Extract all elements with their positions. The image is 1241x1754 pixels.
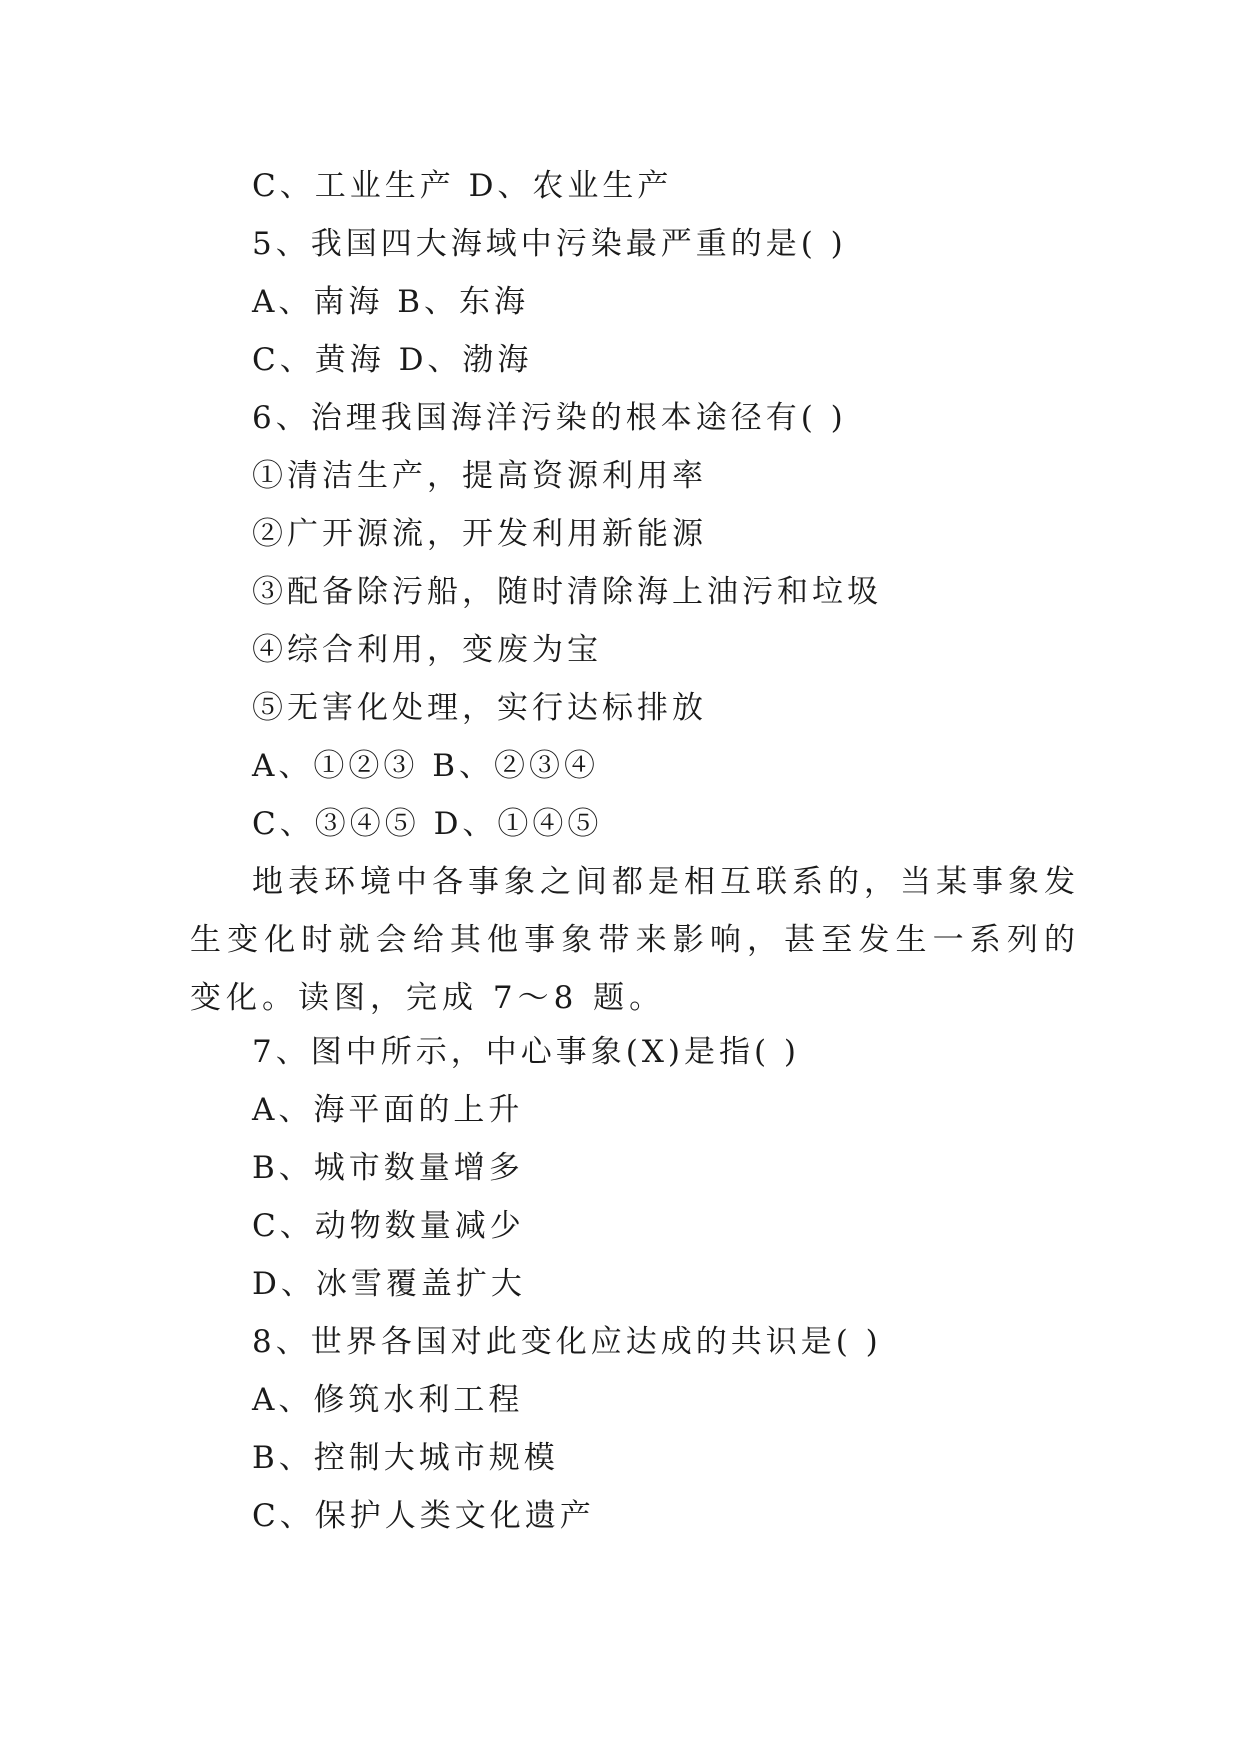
q7-option-a: A、海平面的上升 [252, 1092, 524, 1128]
q8-option-c: C、保护人类文化遗产 [252, 1498, 595, 1534]
q7-option-d: D、冰雪覆盖扩大 [252, 1266, 526, 1302]
q7-option-c: C、动物数量减少 [252, 1208, 525, 1244]
question-7: 7、图中所示，中心事象(X)是指( ) [252, 1034, 801, 1070]
q4-options-cd: C、工业生产 D、农业生产 [252, 168, 673, 204]
question-6: 6、治理我国海洋污染的根本途径有( ) [252, 400, 847, 436]
q6-statement-3: ③配备除污船，随时清除海上油污和垃圾 [252, 574, 882, 610]
question-8: 8、世界各国对此变化应达成的共识是( ) [252, 1324, 882, 1360]
question-5: 5、我国四大海域中污染最严重的是( ) [252, 226, 847, 262]
q7-option-b: B、城市数量增多 [252, 1150, 524, 1186]
q6-options-cd: C、③④⑤ D、①④⑤ [252, 806, 603, 842]
q6-statement-4: ④综合利用，变废为宝 [252, 632, 602, 668]
context-paragraph: 地表环境中各事象之间都是相互联系的，当某事象发生变化时就会给其他事象带来影响，甚至发生一系列的变化。读图，完成 7～8 题。 [190, 864, 1080, 1016]
q5-options-ab: A、南海 B、东海 [252, 284, 530, 320]
q8-option-b: B、控制大城市规模 [252, 1440, 559, 1476]
q6-statement-1: ①清洁生产，提高资源利用率 [252, 458, 707, 494]
q6-statement-5: ⑤无害化处理，实行达标排放 [252, 690, 707, 726]
q6-options-ab: A、①②③ B、②③④ [252, 748, 600, 784]
q5-options-cd: C、黄海 D、渤海 [252, 342, 533, 378]
q6-statement-2: ②广开源流，开发利用新能源 [252, 516, 707, 552]
q8-option-a: A、修筑水利工程 [252, 1382, 524, 1418]
